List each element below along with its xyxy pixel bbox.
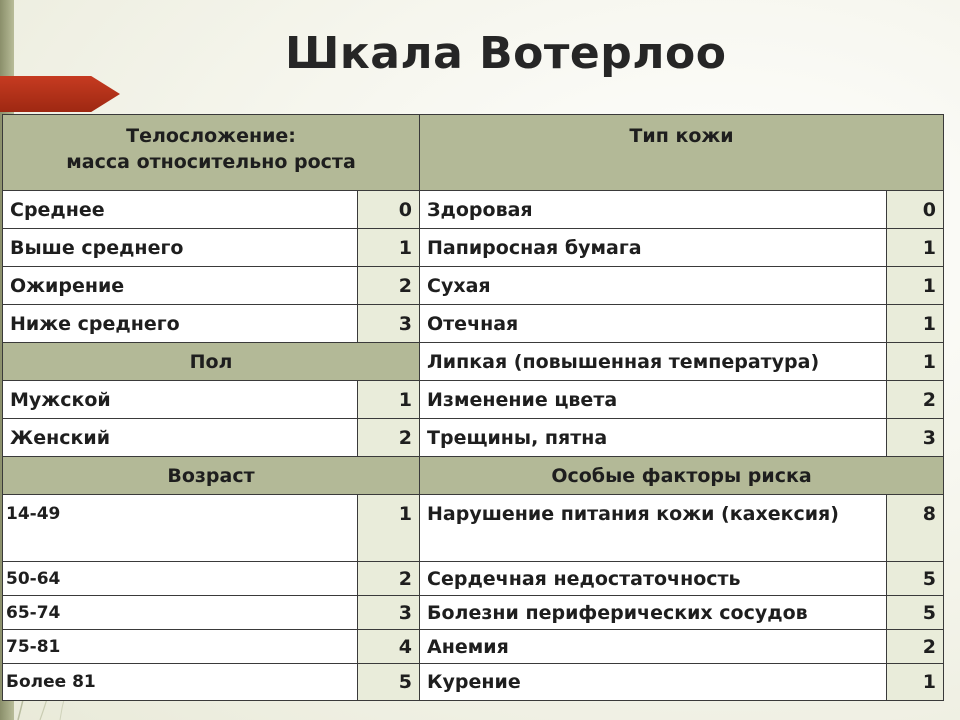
table-row	[3, 562, 944, 596]
build-header-line1: Телосложение:	[126, 125, 296, 147]
risk-label: Нарушение питания кожи (кахексия)	[420, 495, 887, 562]
skin-score: 0	[887, 191, 944, 229]
skin-label: Липкая (повышенная температура)	[420, 343, 887, 381]
age-label: 14-49	[3, 495, 358, 562]
risk-score: 5	[887, 562, 944, 596]
risk-score: 8	[887, 495, 944, 562]
skin-score: 1	[887, 267, 944, 305]
age-score: 5	[358, 664, 420, 701]
skin-score: 1	[887, 343, 944, 381]
sex-label: Мужской	[3, 381, 358, 419]
table-row	[3, 419, 944, 457]
page-title: Шкала Вотерлоо	[285, 28, 727, 79]
build-label: Ниже среднего	[3, 305, 358, 343]
risk-label: Болезни периферических сосудов	[420, 596, 887, 630]
table-row	[3, 495, 944, 562]
table-row	[3, 191, 944, 229]
build-score: 1	[358, 229, 420, 267]
age-label: 50-64	[3, 562, 358, 596]
skin-score: 1	[887, 305, 944, 343]
skin-label: Сухая	[420, 267, 887, 305]
sex-section-header: Пол	[3, 343, 420, 381]
sex-score: 2	[358, 419, 420, 457]
build-score: 3	[358, 305, 420, 343]
skin-score: 3	[887, 419, 944, 457]
age-label: Более 81	[3, 664, 358, 701]
skin-label: Папиросная бумага	[420, 229, 887, 267]
table-section-row	[3, 457, 944, 495]
table-header-row	[3, 115, 944, 191]
skin-score: 1	[887, 229, 944, 267]
age-score: 1	[358, 495, 420, 562]
skin-label: Здоровая	[420, 191, 887, 229]
sex-score: 1	[358, 381, 420, 419]
skin-section-header	[420, 115, 944, 191]
build-label: Ожирение	[3, 267, 358, 305]
risk-label: Курение	[420, 664, 887, 701]
skin-label: Отечная	[420, 305, 887, 343]
risk-label: Сердечная недостаточность	[420, 562, 887, 596]
risk-section-header: Особые факторы риска	[420, 457, 944, 495]
age-section-header: Возраст	[3, 457, 420, 495]
table-row	[3, 343, 944, 381]
table-row	[3, 630, 944, 664]
build-score: 0	[358, 191, 420, 229]
build-label: Выше среднего	[3, 229, 358, 267]
age-label: 65-74	[3, 596, 358, 630]
risk-score: 2	[887, 630, 944, 664]
table-row	[3, 596, 944, 630]
skin-label: Изменение цвета	[420, 381, 887, 419]
age-score: 3	[358, 596, 420, 630]
age-score: 4	[358, 630, 420, 664]
build-section-header	[3, 115, 420, 191]
skin-header-label: Тип кожи	[629, 125, 734, 147]
sex-label: Женский	[3, 419, 358, 457]
age-label: 75-81	[3, 630, 358, 664]
build-header-line2: масса относительно роста	[66, 151, 356, 173]
build-label: Среднее	[3, 191, 358, 229]
risk-label: Анемия	[420, 630, 887, 664]
waterlow-scale-table	[2, 114, 944, 701]
skin-score: 2	[887, 381, 944, 419]
build-score: 2	[358, 267, 420, 305]
table-row	[3, 229, 944, 267]
table-row	[3, 664, 944, 701]
risk-score: 1	[887, 664, 944, 701]
age-score: 2	[358, 562, 420, 596]
table-row	[3, 381, 944, 419]
skin-label: Трещины, пятна	[420, 419, 887, 457]
table-row	[3, 305, 944, 343]
risk-score: 5	[887, 596, 944, 630]
table-row	[3, 267, 944, 305]
